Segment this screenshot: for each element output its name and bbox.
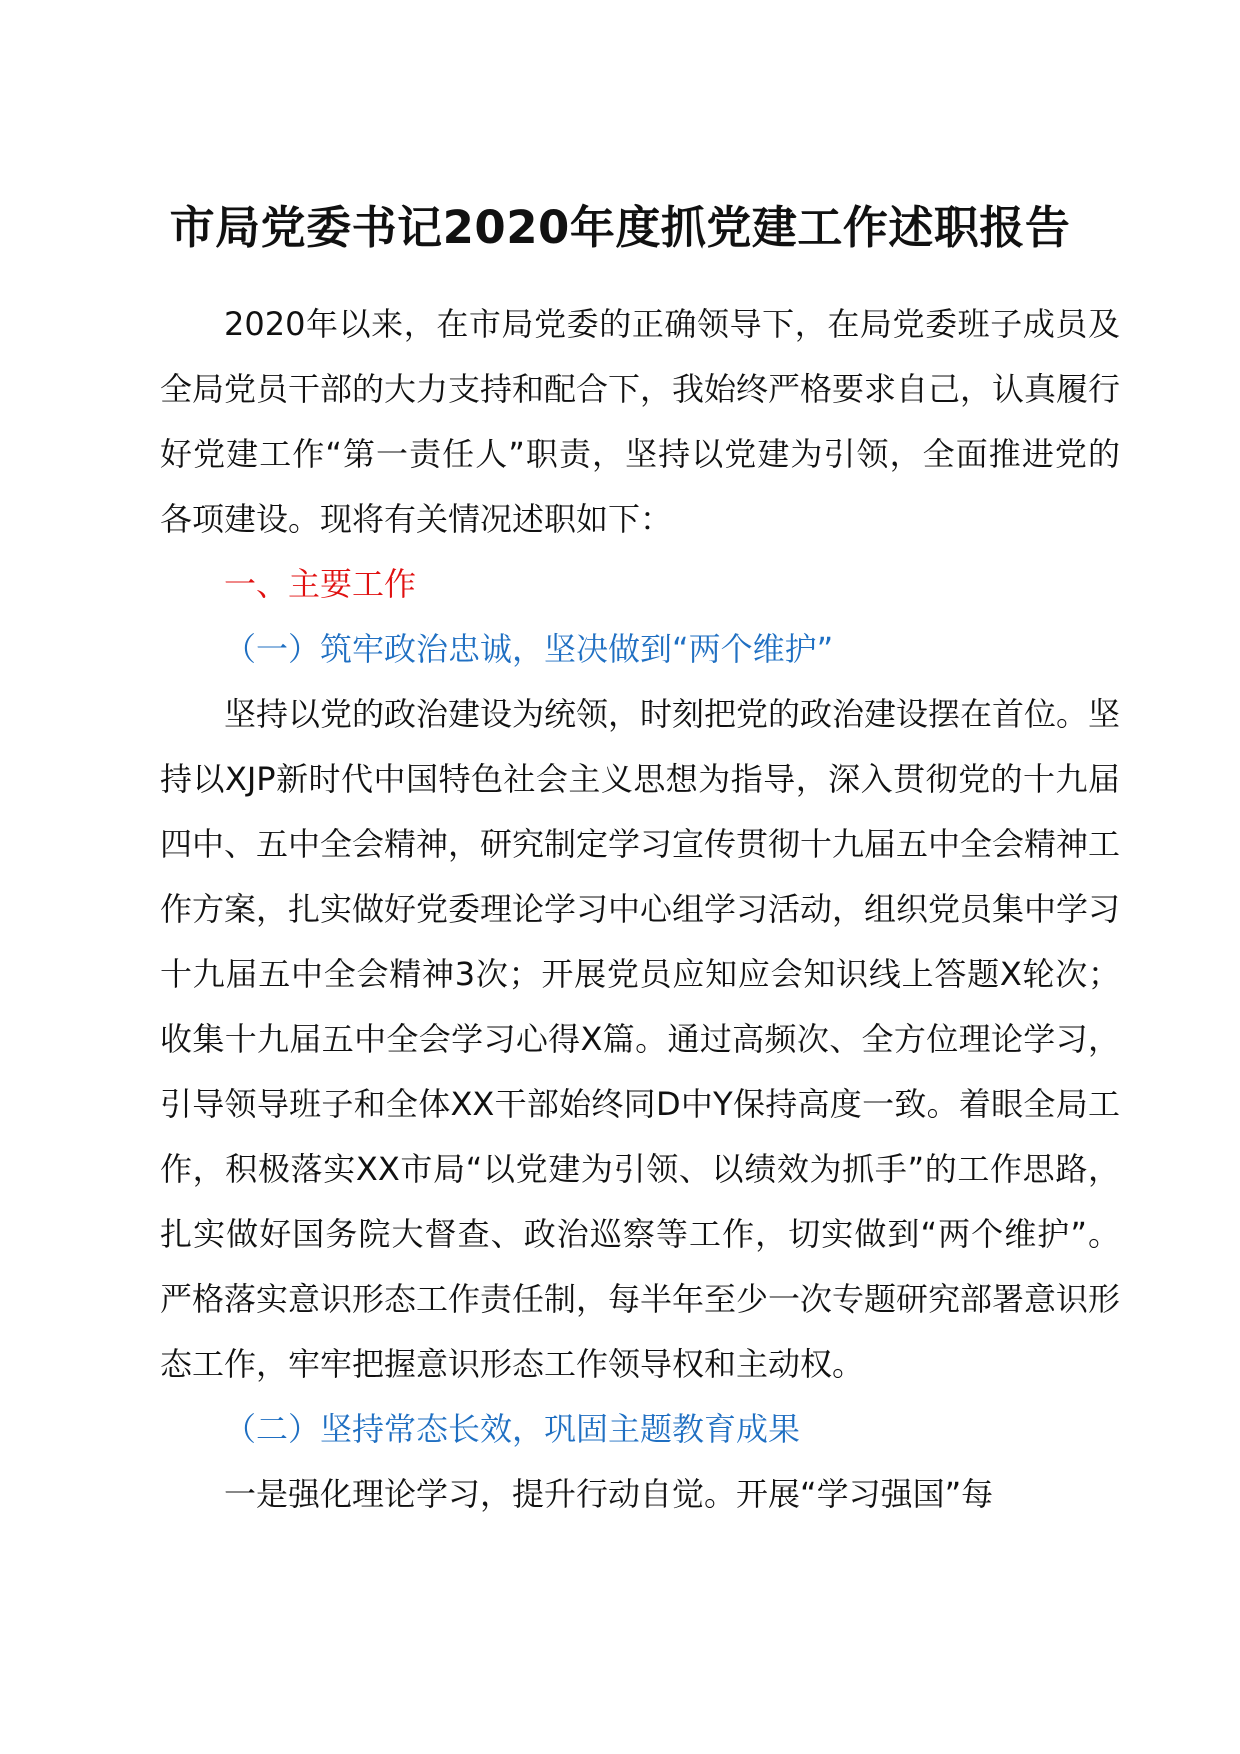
section-heading-main-work: 一、主要工作	[224, 565, 417, 603]
subsection-heading-political-loyalty: （一）筑牢政治忠诚，坚决做到“两个维护”	[224, 630, 834, 668]
subsection-paragraph-theme-education: 一是强化理论学习，提升行动自觉。开展“学习强国”每	[224, 1475, 994, 1513]
document-title: 市局党委书记2020年度抓党建工作述职报告	[169, 201, 1071, 254]
subsection-heading-theme-education: （二）坚持常态长效，巩固主题教育成果	[224, 1410, 801, 1448]
subsection-paragraph-political-loyalty: 坚持以党的政治建设为统领，时刻把党的政治建设摆在首位。坚持以XJP新时代中国特色社会主义思想为指导，深入贯彻党的十九届四中、五中全会精神，研究制定学习宣传贯彻十九届五中全会精神工作方案，扎实做好党委理论学习中心组学习活动，组织党员集中学习十九届五中全会精神3次；开展党员应知应会知识线上答题X轮次；收集十九届五中全会学习心得X篇。通过高频次、全方位理论学习，引导领导班子和全体XX干部始终同D中Y保持高度一致。着眼全局工作，积极落实XX市局“以党建为引领、以绩效为抓手”的工作思路，扎实做好国务院大督查、政治巡察等工作，切实做到“两个维护”。严格落实意识形态工作责任制，每半年至少一次专题研究部署意识形态工作，牢牢把握意识形态工作领导权和主动权。	[160, 695, 1121, 1383]
document-body	[160, 292, 1120, 1527]
intro-paragraph: 2020年以来，在市局党委的正确领导下，在局党委班子成员及全局党员干部的大力支持和配合下，我始终严格要求自己，认真履行好党建工作“第一责任人”职责，坚持以党建为引领，全面推进党的各项建设。现将有关情况述职如下：	[160, 305, 1121, 538]
